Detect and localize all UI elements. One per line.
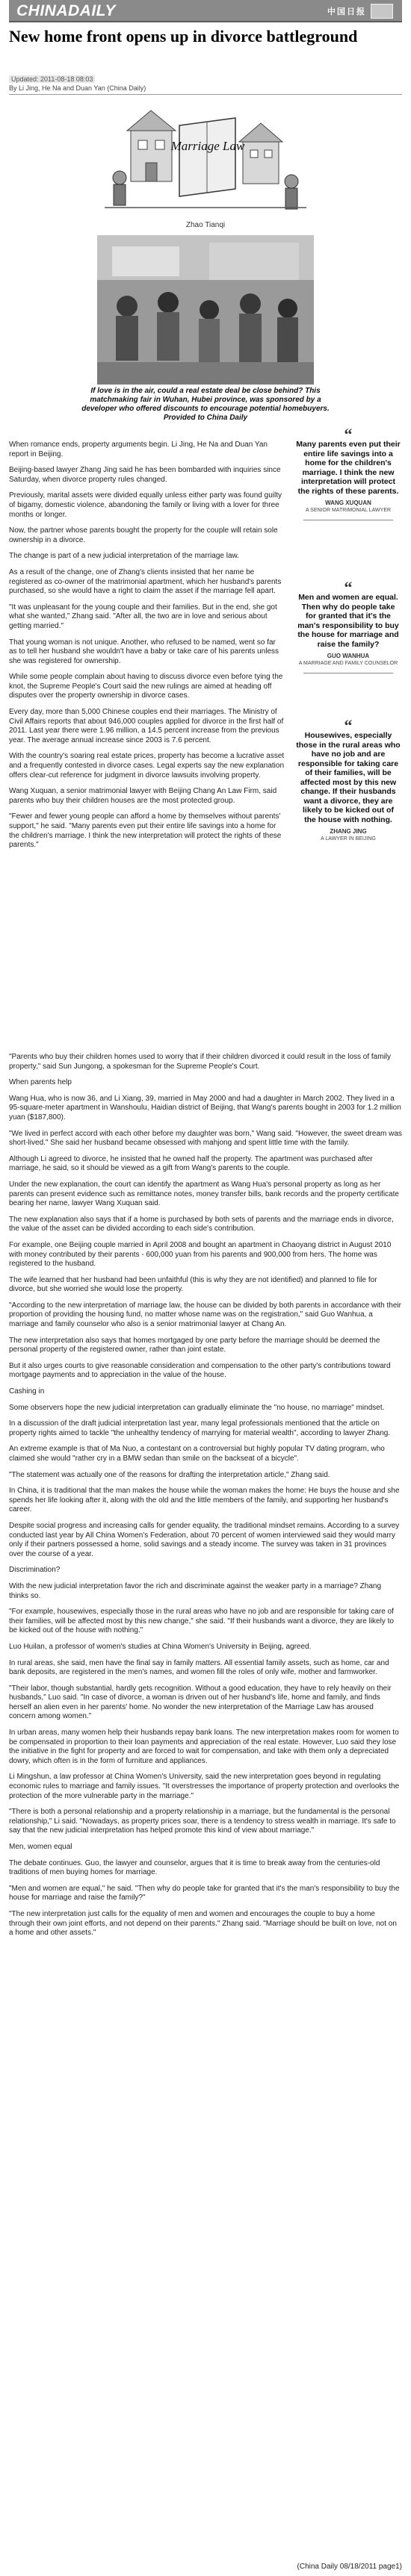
- paragraph: "Fewer and fewer young people can afford a home by themselves without parents' support," he said. "Many parents even put their entire life savings into a home for the children's marriage. I think the new interpretation will protect the rights of these parents.": [9, 812, 282, 850]
- article-body-wide: [9, 1053, 402, 1945]
- quote-mark-icon: “: [344, 425, 353, 444]
- section-heading: Discrimination?: [9, 1566, 61, 1575]
- paragraph: Despite social progress and increasing calls for gender equality, the traditional mindset remains. According to a survey conducted last year by All China Women's Federation, about 70 percent of women interviewed said they would marry only if their partners possessed a home, solid savings and a steady income. The survey was taken in 31 provinces over the course of a year.: [9, 1521, 400, 1558]
- paragraph: Luo Huilan, a professor of women's studies at China Women's University in Beijing, agreed.: [9, 1642, 312, 1651]
- paragraph: "Their labor, though substantial, hardly gets recognition. Without a good education, they have to rely heavily on their husbands," Luo said. "In case of divorce, a woman is driven out of her husband's life, home and family, and finds herself an alien even in her parents' home. No wonder the new interpretation of the Marriage Law has aroused concern among women.": [9, 1684, 392, 1721]
- paragraph: Every day, more than 5,000 Chinese couples end their marriages. The Ministry of Civil Affairs reports that about 946,000 couples applied for divorce in the first half of 2011. Last year there were 1.96 million, a 14.5 percent increase from the previous year. The average annual increase since 2003 is 7.6 percent.: [9, 708, 284, 744]
- paragraph: Li Mingshun, a law professor at China Women's University, said the new interpretation goes beyond in regulating economic rules to marriage and family issues. "It overstresses the importance of property protection and overlooks the protection of the more vulnerable party in the marriage.": [9, 1773, 400, 1800]
- paragraph: "There is both a personal relationship and a property relationship in a marriage, but the fundamental is the personal relationship," Li said. "Nowadays, as property prices soar, there is a tendency to stress wealth in marriage. It's safe to say that the new judicial interpretation has helped promote this kind of view about marriage.": [9, 1808, 396, 1835]
- paragraph: In rural areas, she said, men have the final say in family matters. All essential family assets, such as home, car and bank deposits, are registered in the men's names, and women fill the roles of only wife, mother and farmworker.: [9, 1658, 389, 1677]
- pull-quote-role: A LAWYER IN BEIJING: [321, 836, 376, 841]
- section-heading: Cashing in: [9, 1387, 45, 1396]
- section-heading: When parents help: [9, 1078, 72, 1087]
- paragraph: That young woman is not unique. Another, who refused to be named, went so far as to tell her husband she wouldn't have a baby or take care of his parents unless she was registered for ownership.: [9, 638, 279, 665]
- paragraph: With the country's soaring real estate prices, property has become a lucrative asset and a frequently contested in divorce cases. Legal experts say the new explanation offers clear-cut reference for judgment in divorce lawsuits involving property.: [9, 752, 285, 780]
- paragraph: "According to the new interpretation of marriage law, the house can be divided by both parents in accordance with their proportion of providing the housing fund, no matter whose name was on the registration," said Guo Wanhua, a marriage and family counselor who also is a senior matrimonial lawyer at Chang An.: [9, 1301, 401, 1329]
- paragraph: "Men and women are equal," he said. "Then why do people take for granted that it's the man's responsibility to buy the house for marriage and raise the family?": [9, 1884, 400, 1903]
- article-meta: [9, 75, 146, 93]
- article-body-narrow: [9, 441, 285, 857]
- paragraph: In a discussion of the draft judicial interpretation last year, many legal professionals mentioned that the article on property rights aimed to tackle "the unhealthy tendency of marrying for material wealth", according to lawyer Zhang.: [9, 1419, 391, 1437]
- paragraph: Now, the partner whose parents bought the property for the couple will retain sole ownership in a divorce.: [9, 526, 278, 544]
- paragraph: Previously, marital assets were divided equally unless either party was found guilty of bigamy, domestic violence, abandoning the family or living with a lover for three months or longer.: [9, 491, 282, 519]
- paragraph: An extreme example is that of Ma Nuo, a contestant on a controversial but highly popular TV dating program, who claimed she would "rather cry in a BMW sedan than smile on the backseat of a bicycle".: [9, 1445, 385, 1463]
- pull-quote-role: A MARRIAGE AND FAMILY COUNSELOR: [298, 661, 398, 666]
- cartoon-sign-text: Marriage Law: [170, 139, 245, 153]
- pull-quote-text: Housewives, especially those in the rural areas who have no job and are responsible for taking care of their families, will be affected most by this new change. If their husbands want a divorce, they are likely to be kicked out of the house with nothing.: [296, 731, 401, 824]
- pull-quote: [296, 425, 401, 520]
- pull-quote-name: WANG XUQUAN: [325, 500, 371, 506]
- masthead-badge-icon: [371, 4, 393, 19]
- cartoon-credit: Zhao Tianqi: [185, 221, 226, 229]
- title-divider: [9, 94, 402, 95]
- pull-quote-role: A SENIOR MATRIMONIAL LAWYER: [305, 508, 392, 513]
- paragraph: "The statement was actually one of the reasons for drafting the interpretation article," Zhang said.: [9, 1470, 330, 1479]
- paragraph: While some people complain about having to discuss divorce even before tying the knot, the Supreme People's Court said the new rulings are aimed at heading off disputes over the property ownership in divorce cases.: [9, 673, 283, 700]
- pull-quote: [296, 716, 401, 842]
- paragraph: In urban areas, many women help their husbands repay bank loans. The new interpretation makes room for women to be compensated in proportion to their loan payments and appreciation of the real estate. However, Luo said they lose the initiative in the fight for property and are forced to wait for compensation, and take with them only a depreciated dowry, which often is in the form of furniture and appliances.: [9, 1729, 399, 1765]
- article-title: New home front opens up in divorce battleground: [9, 27, 358, 46]
- paragraph: "For example, housewives, especially those in the rural areas who have no job and are responsible for taking care of their families, will be affected most by this new change," she said. "If their husbands want a divorce, they are likely to be kicked out of the house with nothing.": [9, 1608, 394, 1635]
- photo-caption: If love is in the air, could a real estate deal be close behind? This matchmaking fair in Wuhan, Hubei province, was sponsored by a developer who offered discounts to encourage potential homebuyers. Provided to China Daily: [81, 387, 330, 422]
- marriage-law-cartoon: [105, 99, 306, 219]
- paragraph: In China, it is traditional that the man makes the house while the woman makes the home: He buys the house and she spends her life looking after it, along with the old and the little members of the family, and supporting her husband's career.: [9, 1487, 400, 1514]
- paragraph: "We lived in perfect accord with each other before my daughter was born," Wang said. "However, the sweet dream was short-lived." She said her husband became obsessed with mahjong and spent little time with the family.: [9, 1129, 402, 1148]
- paragraph: Wang Xuquan, a senior matrimonial lawyer with Beijing Chang An Law Firm, said parents who buy their children houses are the most protected group.: [9, 787, 277, 805]
- masthead: [9, 0, 402, 22]
- page-footer: (China Daily 08/18/2011 page1): [297, 2563, 402, 2571]
- paragraph: Beijing-based lawyer Zhang Jing said he has been bombarded with inquiries since Saturday, when divorce property rules changed.: [9, 466, 281, 484]
- paragraph: The new interpretation also says that homes mortgaged by one party before the marriage should be deemed the personal property of the registered owner, rather than joint estate.: [9, 1336, 380, 1354]
- china-daily-cn-logo: 中国日报: [327, 7, 366, 16]
- pull-quote-text: Men and women are equal. Then why do people take for granted that it's the man's responsibility to buy the house for marriage and raise the family?: [297, 593, 399, 649]
- paragraph: "The new interpretation just calls for the equality of men and women and encourages the couple to buy a home through their own joint efforts, and not depend on their parents." Zhang said. "Marriage should be built on love, not on a home and other assets.": [9, 1909, 397, 1938]
- quote-mark-icon: “: [344, 578, 353, 597]
- paragraph: Although Li agreed to divorce, he insisted that he owned half the property. The apartment was purchased after marriage, he said, so it should be viewed as a gift from Wang's parents to the couple.: [9, 1154, 373, 1173]
- paragraph: Under the new explanation, the court can identify the apartment as Wang Hua's personal property as long as her parents can present evidence such as remittance notes, money transfer bills, bank records and the property certificate bearing her name, lawyer Wang Xuquan said.: [9, 1180, 399, 1208]
- paragraph: The wife learned that her husband had been unfaithful (this is why they are not identified) and planned to file for divorce, but she worried she would lose the property.: [9, 1275, 377, 1294]
- china-daily-logo[interactable]: CHINADAILY: [16, 2, 116, 19]
- paragraph: When romance ends, property arguments begin. Li Jing, He Na and Duan Yan report in Beijing.: [9, 441, 268, 458]
- updated-stamp: Updated: 2011-08-18 08:03: [9, 75, 95, 83]
- paragraph: Wang Hua, who is now 36, and Li Xiang, 39, married in May 2000 and had a daughter in March 2002. They lived in a 95-square-meter apartment in Wanshoulu, Haidian district of Beijing, that Wang's parents bought in 2003 for 1.2 million yuan ($187,800).: [9, 1094, 401, 1121]
- paragraph: Some observers hope the new judicial interpretation can gradually eliminate the "no house, no marriage" mindset.: [9, 1403, 385, 1412]
- paragraph: "Parents who buy their children homes used to worry that if their children divorced it could result in the loss of family property," said Sun Jungong, a spokesman for the Supreme People's Court.: [9, 1053, 392, 1071]
- byline: By Li Jing, He Na and Duan Yan (China Daily): [9, 84, 146, 92]
- pull-quote: [296, 578, 401, 673]
- paragraph: With the new judicial interpretation favor the rich and discriminate against the weaker party in a marriage? Zhang thinks so.: [9, 1581, 382, 1600]
- pull-quote-name: GUO WANHUA: [327, 653, 370, 659]
- paragraph: "It was unpleasant for the young couple and their families. But in the end, she got what she wanted," Zhang said. "After all, the two are in love and serious about getting married.": [9, 603, 277, 630]
- pull-quote-name: ZHANG JING: [330, 828, 367, 835]
- paragraph: But it also urges courts to give reasonable consideration and compensation to the other party's contributions toward mortgage payments and to appreciation in the value of the house.: [9, 1361, 391, 1380]
- section-heading: Men, women equal: [9, 1843, 72, 1851]
- pull-quote-text: Many parents even put their entire life savings into a home for the children's marriage. I think the new interpretation will protect the rights of these parents.: [296, 440, 401, 496]
- paragraph: As a result of the change, one of Zhang's clients insisted that her name be registered as co-owner of the matrimonial apartment, which her husband's parents purchased, so she would have a right to claim the asset if the marriage fell apart.: [9, 567, 282, 596]
- paragraph: The new explanation also says that if a home is purchased by both sets of parents and the marriage ends in divorce, the value of the asset can be divided according to each side's contribution.: [9, 1215, 394, 1233]
- paragraph: For example, one Beijing couple married in April 2008 and bought an apartment in Chaoyang district in August 2010 with money contributed by their parents - 600,000 yuan from his parents and 900,000 from hers. The home was registered to the husband.: [9, 1240, 392, 1269]
- paragraph: The change is part of a new judicial interpretation of the marriage law.: [9, 552, 239, 561]
- paragraph: The debate continues. Guo, the lawyer and counselor, argues that it is time to break away from the centuries-old traditions of men buying homes for marriage.: [9, 1858, 380, 1877]
- quote-mark-icon: “: [344, 716, 353, 735]
- matchmaking-fair-photo: [97, 235, 314, 385]
